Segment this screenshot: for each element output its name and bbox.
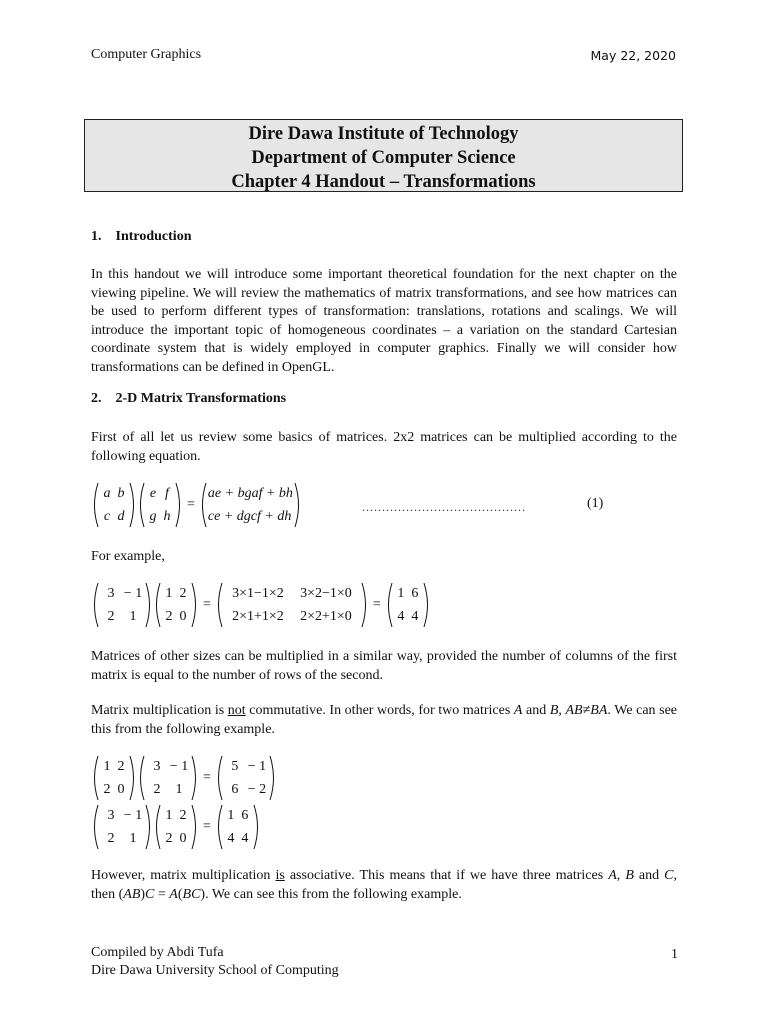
right-paren — [294, 482, 302, 528]
matrix-cell: 1 — [165, 807, 173, 823]
matrix-cell: 2 — [107, 608, 115, 624]
matrix-cell: − 1 — [123, 585, 143, 601]
equals-sign: = — [203, 819, 211, 834]
matrix-cell: 4 — [241, 830, 249, 846]
matrix-cell: − 1 — [123, 807, 143, 823]
right-paren — [145, 804, 153, 850]
matrix-cell: f — [165, 485, 169, 501]
matrix-cell: 1 — [397, 585, 405, 601]
left-paren — [91, 582, 99, 628]
left-paren — [91, 755, 99, 801]
matrix-cell: 6 — [411, 585, 419, 601]
matrix-cell: 2×1+1×2 — [232, 608, 284, 624]
left-paren — [153, 804, 161, 850]
right-paren — [361, 582, 369, 628]
matrix-cell: e — [149, 485, 157, 501]
matrix-cell: 6 — [231, 781, 239, 797]
matrix-cell: 1 — [103, 758, 111, 774]
matrix-comm1-result — [215, 755, 277, 801]
left-paren — [137, 755, 145, 801]
page-number: 1 — [671, 947, 678, 962]
matrix-cell: cf + dh — [250, 508, 292, 524]
matrix-cell: 1 — [165, 585, 173, 601]
matrix-cell: 4 — [227, 830, 235, 846]
matrix-cell: h — [163, 508, 171, 524]
title-box — [84, 119, 683, 192]
matrix-cell: 0 — [117, 781, 125, 797]
left-paren — [153, 582, 161, 628]
section-1-heading: 1. Introduction — [91, 229, 192, 244]
matrix-cell: − 1 — [169, 758, 189, 774]
matrix-cell: 3 — [153, 758, 161, 774]
left-paren — [137, 482, 145, 528]
matrix-cell: 5 — [231, 758, 239, 774]
matrix-cell: a — [103, 485, 111, 501]
right-paren — [253, 804, 261, 850]
matrix-cell: b — [117, 485, 125, 501]
matrix-cell: 4 — [397, 608, 405, 624]
matrix-cell: 1 — [129, 608, 137, 624]
matrix-example-a — [91, 582, 153, 628]
left-paren — [215, 582, 223, 628]
matrix-cell: 2 — [103, 781, 111, 797]
section-2-paragraph-2: Matrices of other sizes can be multiplied in a similar way, provided the number of columns of the first matrix is equal to the number of rows of the second. — [91, 649, 677, 683]
right-paren — [423, 582, 431, 628]
matrix-cell: 4 — [411, 608, 419, 624]
section-1-paragraph: In this handout we will introduce some important theoretical foundation for the next chapter on the viewing pipeline. We will review the mathematics of matrix transformations, and see how matrices can be used to perform different types of transformation: translations, rotations and scalings. We will introduce the important topic of homogeneous coordinates – a variation on the standard Cartesian coordinate system that is widely employed in computer graphics. Finally we will consider how transformations can be defined in OpenGL. — [91, 267, 677, 375]
matrix-cell: af + bh — [251, 485, 293, 501]
matrix-example-b — [153, 582, 199, 628]
left-paren — [385, 582, 393, 628]
left-paren — [215, 804, 223, 850]
left-paren — [91, 804, 99, 850]
section-2-paragraph-1: First of all let us review some basics of matrices. 2x2 matrices can be multiplied according to the following equation. — [91, 430, 677, 464]
matrix-comm2-b — [153, 804, 199, 850]
equals-sign: = — [187, 497, 195, 512]
footer-compiled-by: Compiled by Abdi Tufa — [91, 945, 224, 960]
matrix-cell: c — [103, 508, 111, 524]
header-date: May 22, 2020 — [590, 48, 676, 63]
matrix-cell: ce + dg — [207, 508, 251, 524]
matrix-cell: 1 — [227, 807, 235, 823]
equals-sign: = — [372, 597, 381, 612]
matrix-comm1-a — [91, 755, 137, 801]
right-paren — [269, 755, 277, 801]
matrix-cell: 1 — [175, 781, 183, 797]
matrix-cell: 0 — [179, 608, 187, 624]
left-paren — [199, 482, 207, 528]
equation-example — [91, 580, 431, 630]
matrix-cell: 2 — [179, 585, 187, 601]
matrix-cell: 2 — [179, 807, 187, 823]
matrix-cell: 2 — [117, 758, 125, 774]
equation-general — [91, 480, 302, 530]
left-paren — [215, 755, 223, 801]
section-2-paragraph-4: However, matrix multiplication is associative. This means that if we have three matrices A, B and C, then (AB)C = A(BC). We can see this from the following example. — [91, 868, 678, 902]
matrix-cell: 2 — [165, 608, 173, 624]
footer-institution: Dire Dawa University School of Computing — [91, 963, 339, 978]
matrix-comm1-b — [137, 755, 199, 801]
matrix-cell: 2×2+1×0 — [300, 608, 352, 624]
equation-number: (1) — [587, 496, 604, 511]
matrix-cell: − 1 — [247, 758, 267, 774]
matrix-cell: 3 — [107, 585, 115, 601]
matrix-cell: g — [149, 508, 157, 524]
equation-commutative-2 — [91, 802, 261, 852]
left-paren — [91, 482, 99, 528]
matrix-cell: 2 — [165, 830, 173, 846]
matrix-cell: 3×1−1×2 — [232, 585, 284, 601]
matrix-cell: 2 — [107, 830, 115, 846]
section-2-heading: 2. 2-D Matrix Transformations — [91, 391, 287, 406]
right-paren — [191, 755, 199, 801]
matrix-cell: 1 — [129, 830, 137, 846]
right-paren — [145, 582, 153, 628]
for-example-text: For example, — [91, 549, 165, 564]
matrix-cell: 3 — [107, 807, 115, 823]
equation-leader-dots: ......................................... — [362, 500, 526, 514]
matrix-cell: 6 — [241, 807, 249, 823]
matrix-example-expanded — [215, 582, 369, 628]
right-paren — [191, 582, 199, 628]
matrix-efgh — [137, 482, 183, 528]
equals-sign: = — [203, 597, 211, 612]
title-line-1: Dire Dawa Institute of Technology — [248, 124, 519, 144]
right-paren — [191, 804, 199, 850]
matrix-abcd — [91, 482, 137, 528]
matrix-comm2-result — [215, 804, 261, 850]
matrix-cell: 2 — [153, 781, 161, 797]
equation-commutative-1 — [91, 753, 277, 803]
matrix-cell: d — [117, 508, 125, 524]
matrix-cell: − 2 — [247, 781, 267, 797]
header-course: Computer Graphics — [91, 47, 202, 62]
matrix-example-result — [385, 582, 431, 628]
right-paren — [129, 482, 137, 528]
right-paren — [129, 755, 137, 801]
matrix-cell: 3×2−1×0 — [300, 585, 352, 601]
matrix-comm2-a — [91, 804, 153, 850]
matrix-cell: 0 — [179, 830, 187, 846]
right-paren — [175, 482, 183, 528]
section-2-paragraph-3: Matrix multiplication is not commutative. In other words, for two matrices A and B, AB≠BA. We can see this from the following example. — [91, 703, 678, 737]
matrix-general-result — [199, 482, 302, 528]
title-line-2: Department of Computer Science — [251, 148, 516, 168]
equals-sign: = — [203, 770, 211, 785]
title-line-3: Chapter 4 Handout – Transformations — [231, 172, 536, 192]
matrix-cell: ae + bg — [207, 485, 252, 501]
